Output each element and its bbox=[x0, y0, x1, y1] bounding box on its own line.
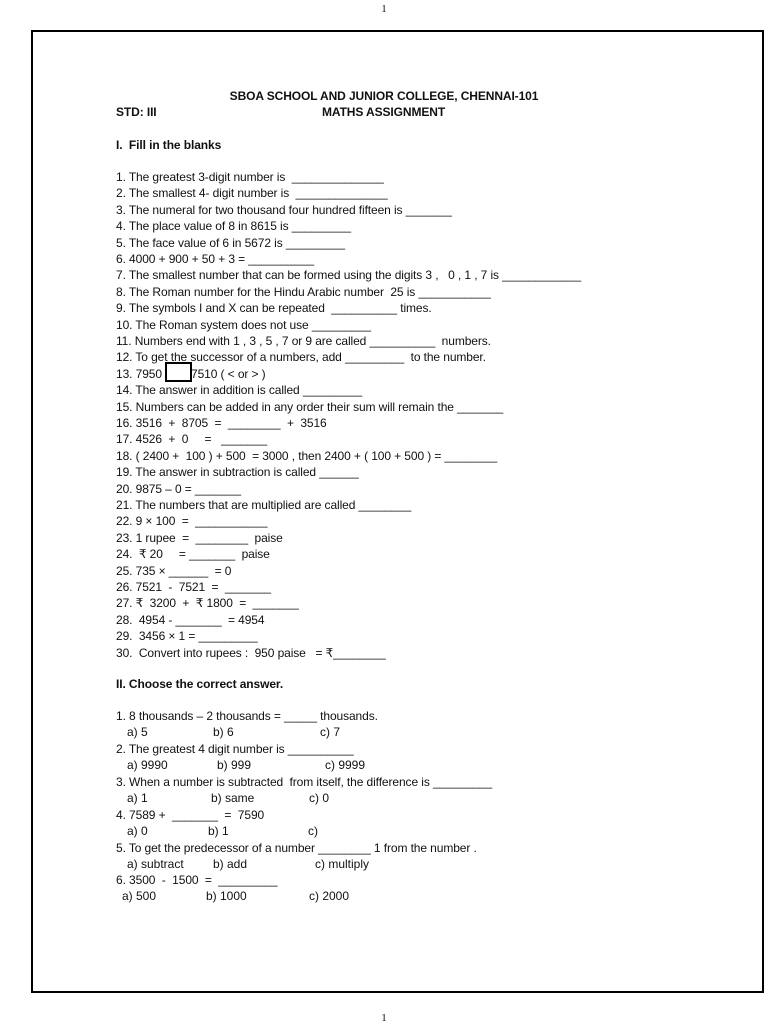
fill-blank-item: 9. The symbols I and X can be repeated __________ times. bbox=[116, 301, 432, 316]
std-label: STD: III bbox=[116, 105, 157, 119]
fill-blank-item: 10. The Roman system does not use _________ bbox=[116, 317, 371, 332]
fill-blank-item: 30. Convert into rupees : 950 paise = ₹________ bbox=[116, 645, 386, 660]
fill-blank-item: 17. 4526 + 0 = _______ bbox=[116, 432, 268, 447]
compare-box bbox=[165, 362, 192, 382]
fill-blank-item: 13. 7950 7510 ( < or > ) bbox=[116, 366, 266, 381]
fill-blank-item: 21. The numbers that are multiplied are called ________ bbox=[116, 498, 412, 512]
mcq-option: c) multiply bbox=[315, 857, 370, 871]
fill-blank-item: 23. 1 rupee = ________ paise bbox=[116, 530, 283, 545]
fill-blank-item: 26. 7521 - 7521 = _______ bbox=[116, 580, 271, 594]
mcq-option: a) 9990 bbox=[127, 758, 168, 772]
page-number-top: 1 bbox=[381, 3, 387, 15]
school-name: SBOA SCHOOL AND JUNIOR COLLEGE, CHENNAI-101 bbox=[229, 89, 539, 103]
fill-blank-item: 22. 9 × 100 = ___________ bbox=[116, 514, 268, 529]
mcq-option: c) 2000 bbox=[309, 889, 350, 903]
fill-blank-item: 27. ₹ 3200 + ₹ 1800 = _______ bbox=[116, 596, 299, 611]
mcq-question: 5. To get the predecessor of a number ________ 1 from the number . bbox=[116, 841, 477, 855]
fill-blank-item: 20. 9875 – 0 = _______ bbox=[116, 481, 241, 496]
mcq-option: a) 5 bbox=[127, 725, 148, 739]
fill-blank-item: 29. 3456 × 1 = _________ bbox=[116, 629, 258, 644]
mcq-option: a) 500 bbox=[122, 889, 157, 903]
mcq-question: 6. 3500 - 1500 = _________ bbox=[116, 873, 278, 887]
mcq-option: c) 0 bbox=[309, 791, 330, 805]
mcq-option: c) 7 bbox=[320, 725, 341, 739]
mcq-option: c) bbox=[308, 824, 318, 838]
mcq-option: c) 9999 bbox=[325, 758, 366, 772]
fill-blank-item: 8. The Roman number for the Hindu Arabic number 25 is ___________ bbox=[116, 284, 491, 299]
mcq-option: b) same bbox=[211, 791, 255, 805]
fill-blank-item: 12. To get the successor of a numbers, add _________ to the number. bbox=[116, 350, 486, 365]
fill-blank-item: 3. The numeral for two thousand four hundred fifteen is _______ bbox=[116, 202, 452, 217]
mcq-option: b) 1 bbox=[208, 824, 229, 838]
mcq-option: a) subtract bbox=[127, 857, 184, 871]
section-1-title: I. Fill in the blanks bbox=[116, 138, 222, 152]
fill-blank-item: 16. 3516 + 8705 = ________ + 3516 bbox=[116, 416, 327, 430]
fill-blank-item: 15. Numbers can be added in any order their sum will remain the _______ bbox=[116, 399, 504, 414]
section-2-title: II. Choose the correct answer. bbox=[116, 677, 284, 691]
fill-blank-item: 7. The smallest number that can be formed using the digits 3 , 0 , 1 , 7 is ____________ bbox=[116, 268, 582, 283]
fill-blank-item: 28. 4954 - _______ = 4954 bbox=[116, 612, 265, 627]
fill-blank-item: 14. The answer in addition is called _________ bbox=[116, 383, 363, 398]
mcq-option: a) 0 bbox=[127, 824, 148, 838]
fill-blank-item: 4. The place value of 8 in 8615 is _________ bbox=[116, 219, 351, 234]
mcq-question: 4. 7589 + _______ = 7590 bbox=[116, 808, 265, 822]
mcq-question: 3. When a number is subtracted from itself, the difference is _________ bbox=[116, 775, 493, 789]
fill-blank-item: 2. The smallest 4- digit number is ______________ bbox=[116, 186, 388, 201]
fill-blank-item: 18. ( 2400 + 100 ) + 500 = 3000 , then 2400 + ( 100 + 500 ) = ________ bbox=[116, 448, 498, 463]
mcq-option: b) add bbox=[213, 857, 248, 871]
mcq-option: a) 1 bbox=[127, 791, 148, 805]
mcq-option: b) 6 bbox=[213, 725, 234, 739]
fill-blank-item: 1. The greatest 3-digit number is ______________ bbox=[116, 170, 384, 184]
fill-blank-item: 19. The answer in subtraction is called ______ bbox=[116, 465, 359, 480]
subject-title: MATHS ASSIGNMENT bbox=[322, 105, 446, 119]
mcq-option: b) 1000 bbox=[206, 889, 247, 903]
page-number-bottom: 1 bbox=[381, 1012, 387, 1024]
fill-blank-item: 25. 735 × ______ = 0 bbox=[116, 563, 232, 578]
mcq-option: b) 999 bbox=[217, 758, 252, 772]
fill-blank-item: 5. The face value of 6 in 5672 is _________ bbox=[116, 235, 345, 250]
fill-blank-item: 6. 4000 + 900 + 50 + 3 = __________ bbox=[116, 252, 315, 266]
fill-blank-item: 24. ₹ 20 = _______ paise bbox=[116, 547, 270, 562]
fill-blank-item: 11. Numbers end with 1 , 3 , 5 , 7 or 9 are called __________ numbers. bbox=[116, 334, 491, 348]
mcq-question: 1. 8 thousands – 2 thousands = _____ thousands. bbox=[116, 709, 378, 723]
mcq-question: 2. The greatest 4 digit number is __________ bbox=[116, 742, 354, 756]
